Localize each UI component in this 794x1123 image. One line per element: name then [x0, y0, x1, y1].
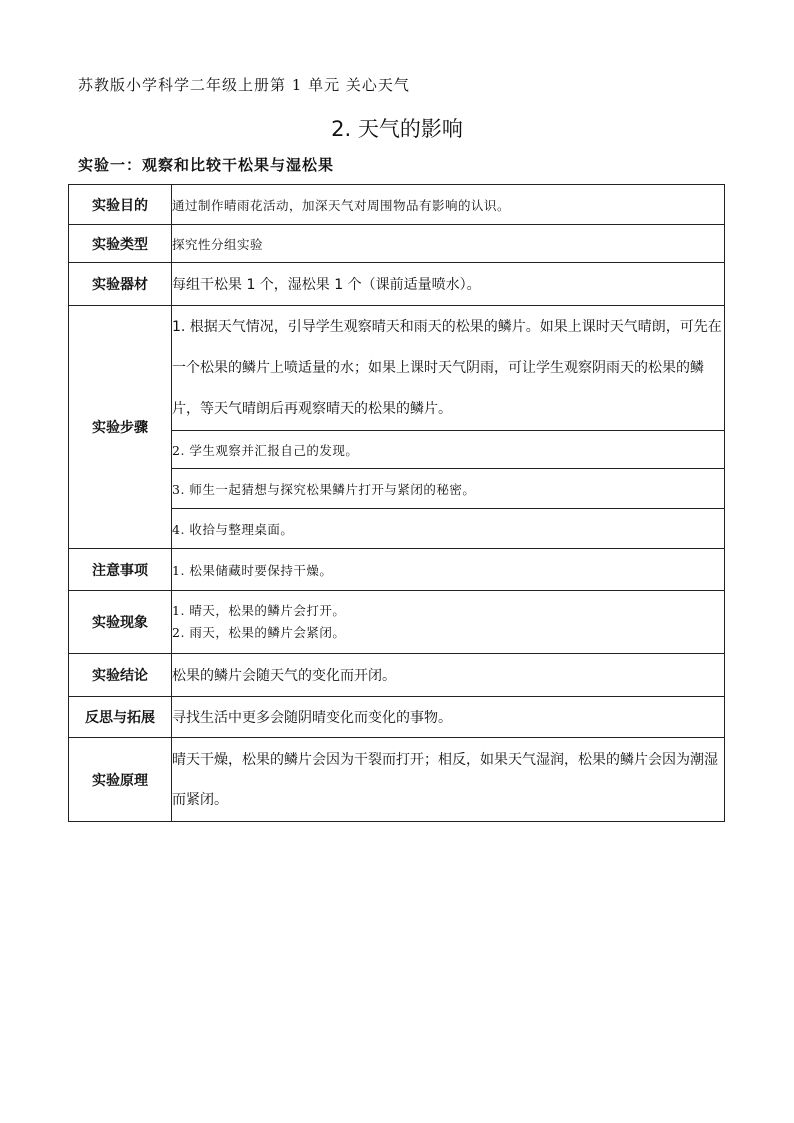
- label-type: 实验类型: [69, 225, 172, 263]
- label-steps: 实验步骤: [69, 306, 172, 549]
- document-header: 苏教版小学科学二年级上册第 1 单元 关心天气: [78, 76, 410, 94]
- text-reflection: 寻找生活中更多会随阴晴变化而变化的事物。: [172, 697, 725, 738]
- text-type: 探究性分组实验: [172, 225, 725, 263]
- row-materials: [69, 263, 725, 306]
- text-materials: 每组干松果 1 个，湿松果 1 个（课前适量喷水）。: [172, 263, 725, 306]
- step-item-3: 3. 师生一起猜想与探究松果鳞片打开与紧闭的秘密。: [172, 469, 725, 509]
- row-type: [69, 225, 725, 263]
- row-notes: [69, 549, 725, 591]
- step-item-4: 4. 收拾与整理桌面。: [172, 509, 725, 549]
- text-principle: 晴天干燥，松果的鳞片会因为干裂而打开；相反，如果天气湿润，松果的鳞片会因为潮湿而紧闭。: [172, 738, 725, 822]
- label-notes: 注意事项: [69, 549, 172, 591]
- step-item-2: 2. 学生观察并汇报自己的发现。: [172, 431, 725, 469]
- row-steps-1: [69, 306, 725, 431]
- experiment-table: [68, 184, 725, 822]
- text-purpose: 通过制作晴雨花活动，加深天气对周围物品有影响的认识。: [172, 185, 725, 225]
- label-conclusion: 实验结论: [69, 654, 172, 697]
- row-purpose: [69, 185, 725, 225]
- label-materials: 实验器材: [69, 263, 172, 306]
- label-principle: 实验原理: [69, 738, 172, 822]
- row-reflection: [69, 697, 725, 738]
- page-title: 2. 天气的影响: [331, 117, 463, 141]
- phenomena-item-1: 1. 晴天，松果的鳞片会打开。: [172, 603, 346, 618]
- phenomena-item-2: 2. 雨天，松果的鳞片会紧闭。: [172, 625, 346, 640]
- text-notes: 1. 松果储藏时要保持干燥。: [172, 549, 725, 591]
- step-item-1: 1. 根据天气情况，引导学生观察晴天和雨天的松果的鳞片。如果上课时天气晴朗，可先在一个松果的鳞片上喷适量的水；如果上课时天气阴雨，可让学生观察阴雨天的松果的鳞片，等天气晴朗后再观察晴天的松果的鳞片。: [172, 306, 725, 431]
- row-principle: [69, 738, 725, 822]
- label-purpose: 实验目的: [69, 185, 172, 225]
- text-conclusion: 松果的鳞片会随天气的变化而开闭。: [172, 654, 725, 697]
- row-phenomena: [69, 591, 725, 654]
- section-heading: 实验一：观察和比较干松果与湿松果: [78, 156, 335, 174]
- label-phenomena: 实验现象: [69, 591, 172, 654]
- label-reflection: 反思与拓展: [69, 697, 172, 738]
- row-conclusion: [69, 654, 725, 697]
